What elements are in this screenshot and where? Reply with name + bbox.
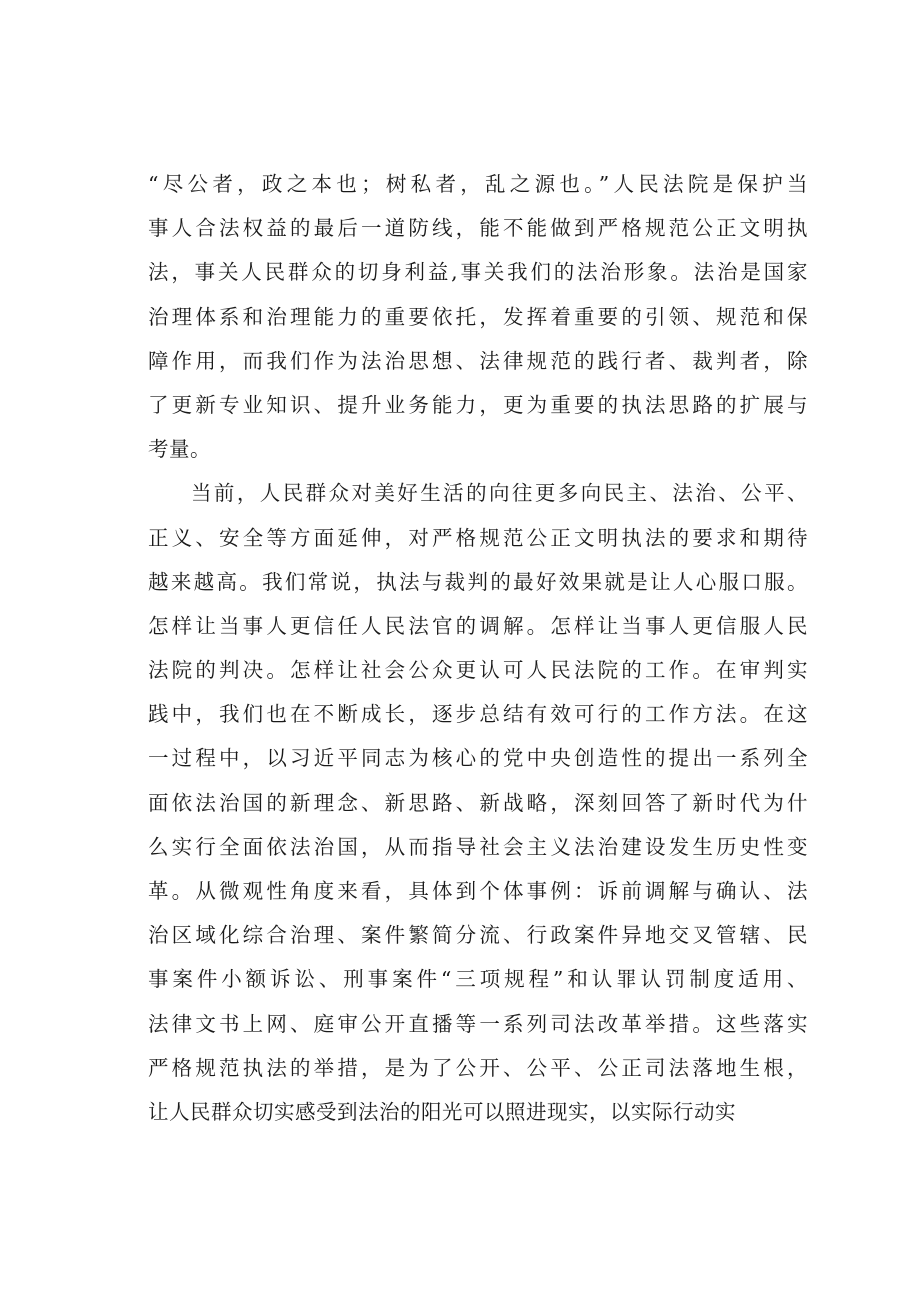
text-line: “尽公者，政之本也；树私者，乱之源也。”人民法院是保护当: [148, 172, 808, 196]
text-line: 怎样让当事人更信任人民法官的调解。怎样让当事人更信服人民: [148, 613, 808, 638]
paragraph-2: [148, 471, 808, 1134]
text-line: 越来越高。我们常说，执法与裁判的最好效果就是让人心服口服。: [148, 569, 808, 594]
text-line: 法律文书上网、庭审公开直播等一系列司法改革举措。这些落实: [148, 1011, 808, 1036]
text-line: 治理体系和治理能力的重要依托，发挥着重要的引领、规范和保: [148, 304, 808, 329]
text-line: 法院的判决。怎样让社会公众更认可人民法院的工作。在审判实: [148, 658, 808, 683]
text-line: 障作用，而我们作为法治思想、法律规范的践行者、裁判者，除: [148, 348, 808, 373]
text-line: 面依法治国的新理念、新思路、新战略，深刻回答了新时代为什: [148, 790, 808, 815]
document-body: [148, 162, 808, 1134]
text-line: 践中，我们也在不断成长，逐步总结有效可行的工作方法。在这: [148, 702, 808, 727]
text-line: 当前，人民群众对美好生活的向往更多向民主、法治、公平、: [191, 481, 808, 506]
paragraph-1: [148, 162, 808, 471]
text-line: 法，事关人民群众的切身利益,事关我们的法治形象。法治是国家: [148, 260, 808, 285]
text-line: 么实行全面依法治国，从而指导社会主义法治建设发生历史性变: [148, 834, 808, 859]
text-line: 让人民群众切实感受到法治的阳光可以照进现实，以实际行动实: [148, 1099, 736, 1124]
text-line: 革。从微观性角度来看，具体到个体事例：诉前调解与确认、法: [148, 879, 808, 903]
text-line: 一过程中，以习近平同志为核心的党中央创造性的提出一系列全: [148, 746, 808, 771]
text-line: 事人合法权益的最后一道防线，能不能做到严格规范公正文明执: [148, 216, 808, 241]
text-line: 了更新专业知识、提升业务能力，更为重要的执法思路的扩展与: [148, 392, 808, 417]
text-line: 治区域化综合治理、案件繁简分流、行政案件异地交叉管辖、民: [148, 923, 808, 948]
text-line: 事案件小额诉讼、刑事案件“三项规程”和认罪认罚制度适用、: [148, 967, 808, 992]
text-line: 正义、安全等方面延伸，对严格规范公正文明执法的要求和期待: [148, 525, 808, 550]
text-line: 严格规范执法的举措，是为了公开、公平、公正司法落地生根，: [148, 1055, 808, 1080]
text-line: 考量。: [148, 437, 211, 462]
